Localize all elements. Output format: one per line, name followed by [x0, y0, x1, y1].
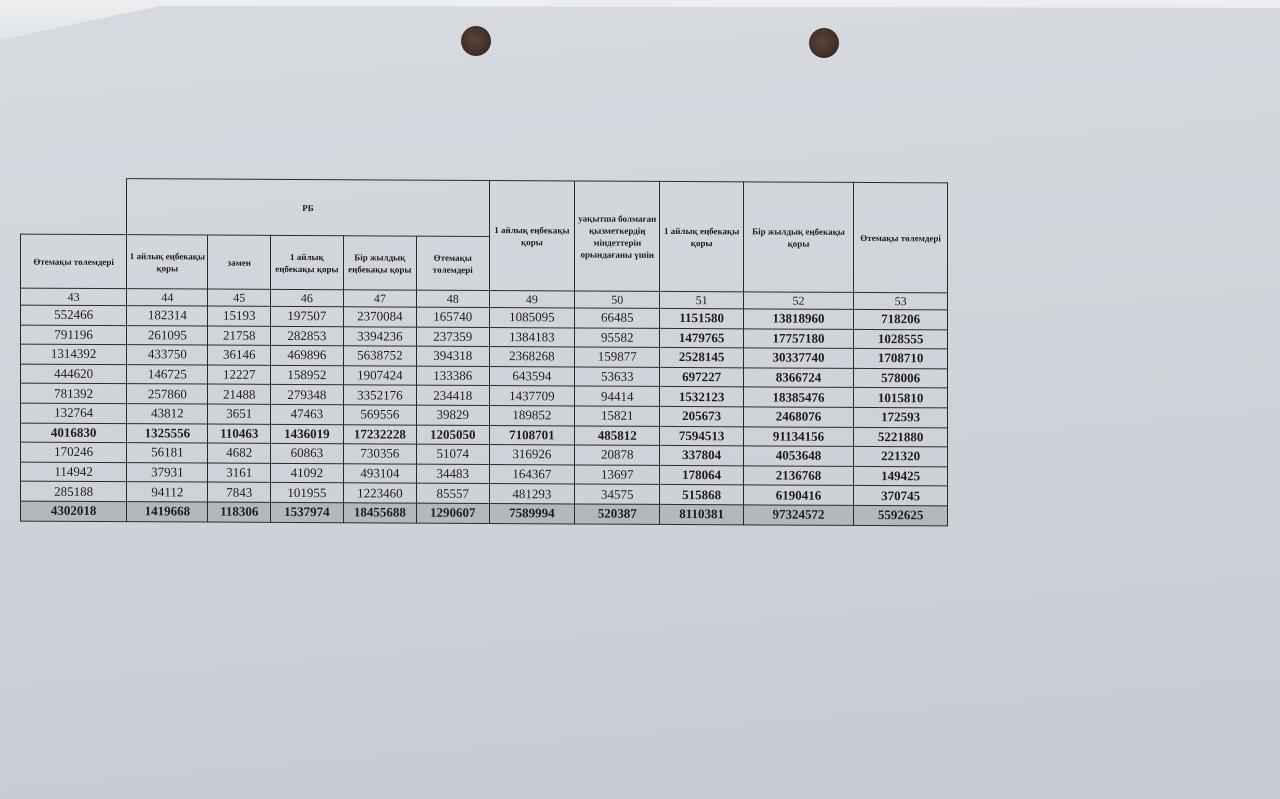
table-cell: 5221880	[854, 427, 948, 447]
header-col-45: замен	[208, 235, 270, 289]
table-cell: 170246	[21, 442, 127, 462]
header-col-49: 1 айлық еңбекақы қоры	[489, 181, 574, 291]
table-cell: 2370084	[343, 307, 416, 327]
header-col-44: 1 айлық еңбекақы қоры	[127, 235, 208, 289]
table-cell: 337804	[660, 446, 743, 466]
table-cell: 1384183	[489, 327, 574, 347]
table-cell: 182314	[127, 306, 208, 326]
table-cell: 164367	[489, 464, 574, 484]
table-cell: 1907424	[343, 366, 416, 386]
table-cell: 481293	[489, 484, 574, 504]
table-cell: 7843	[208, 482, 270, 502]
table-cell: 165740	[416, 307, 489, 327]
table-cell: 101955	[270, 483, 343, 503]
table-cell: 1151580	[660, 308, 743, 328]
header-col-47: Бір жылдық еңбекақы қоры	[343, 236, 416, 290]
total-cell: 118306	[208, 502, 270, 522]
table-cell: 1015810	[854, 388, 948, 408]
table-cell: 578006	[854, 368, 948, 388]
table-cell: 159877	[575, 347, 660, 367]
column-number: 50	[575, 291, 660, 308]
table-cell: 1532123	[660, 387, 743, 407]
table-cell: 1479765	[660, 328, 743, 348]
table-cell: 36146	[208, 345, 270, 365]
table-cell: 4053648	[743, 446, 853, 466]
table-cell: 21488	[208, 384, 270, 404]
table-cell: 1028555	[854, 329, 948, 349]
table-cell: 1223460	[343, 483, 416, 503]
table-cell: 444620	[21, 364, 127, 384]
table-cell: 2368268	[489, 347, 574, 367]
table-cell: 20878	[575, 445, 660, 465]
table-cell: 47463	[270, 404, 343, 424]
table-cell: 95582	[575, 328, 660, 348]
table-cell: 15821	[575, 406, 660, 426]
header-col-52: Бір жылдық еңбекақы қоры	[743, 182, 853, 293]
table-cell: 485812	[575, 426, 660, 446]
table-cell: 133386	[416, 366, 489, 386]
column-number: 46	[270, 289, 343, 306]
table-cell: 569556	[343, 405, 416, 425]
header-col-51: 1 айлық еңбекақы қоры	[660, 181, 743, 291]
table-cell: 6190416	[743, 485, 853, 505]
table-cell: 261095	[127, 325, 208, 345]
punch-hole	[461, 26, 491, 56]
total-row	[21, 501, 948, 525]
table-cell: 91134156	[743, 426, 853, 446]
table-cell: 12227	[208, 365, 270, 385]
table-cell: 17232228	[343, 424, 416, 444]
table-cell: 469896	[270, 346, 343, 366]
table-cell: 730356	[343, 444, 416, 464]
group-header-rb: РБ	[127, 179, 489, 237]
table-cell: 17757180	[743, 328, 853, 348]
table-cell: 205673	[660, 406, 743, 426]
column-number: 49	[489, 291, 574, 308]
header-col-46: 1 айлық еңбекақы қоры	[270, 235, 343, 289]
table-cell: 282853	[270, 326, 343, 346]
column-number: 53	[854, 292, 948, 309]
table-cell: 56181	[127, 443, 208, 463]
table-cell: 552466	[21, 305, 127, 325]
table-cell: 2468076	[743, 407, 853, 427]
total-cell: 4302018	[21, 501, 127, 521]
table-cell: 234418	[416, 386, 489, 406]
total-cell: 1537974	[270, 502, 343, 522]
table-cell: 66485	[575, 308, 660, 328]
table-cell: 53633	[575, 367, 660, 387]
table-cell: 370745	[854, 486, 948, 506]
table-cell: 279348	[270, 385, 343, 405]
table-cell: 37931	[127, 462, 208, 482]
table-cell: 15193	[208, 306, 270, 326]
table-cell: 94112	[127, 482, 208, 502]
total-cell: 520387	[575, 504, 660, 524]
table-cell: 110463	[208, 424, 270, 444]
table-cell: 3161	[208, 463, 270, 483]
table-cell: 2136768	[743, 466, 853, 486]
total-cell: 8110381	[660, 504, 743, 524]
table-cell: 515868	[660, 485, 743, 505]
table-cell: 13818960	[743, 309, 853, 329]
column-number: 43	[21, 288, 127, 306]
table-cell: 149425	[854, 466, 948, 486]
table-cell: 791196	[21, 325, 127, 345]
table-cell: 5638752	[343, 346, 416, 366]
table-cell: 158952	[270, 365, 343, 385]
punch-hole	[809, 28, 839, 58]
table-cell: 1314392	[21, 344, 127, 364]
table-cell: 4016830	[21, 423, 127, 443]
table-cell: 697227	[660, 367, 743, 387]
table-cell: 189852	[489, 405, 574, 425]
table-body	[21, 305, 948, 525]
table-cell: 178064	[660, 465, 743, 485]
table-cell: 7108701	[489, 425, 574, 445]
table-cell: 1708710	[854, 349, 948, 369]
payroll-table	[20, 178, 948, 526]
table-cell: 433750	[127, 345, 208, 365]
header-col-43: Өтемақы төлемдері	[21, 234, 127, 289]
table-cell: 4682	[208, 443, 270, 463]
table-cell: 94414	[575, 386, 660, 406]
column-number: 44	[127, 289, 208, 306]
table-cell: 3394236	[343, 326, 416, 346]
table-cell: 60863	[270, 444, 343, 464]
table-cell: 146725	[127, 364, 208, 384]
table-cell: 39829	[416, 405, 489, 425]
column-number: 47	[343, 290, 416, 307]
column-number: 48	[416, 290, 489, 307]
table-cell: 237359	[416, 327, 489, 347]
table-cell: 43812	[127, 404, 208, 424]
total-cell: 7589994	[489, 503, 574, 523]
table-cell: 781392	[21, 383, 127, 403]
table-cell: 41092	[270, 463, 343, 483]
table-cell: 197507	[270, 306, 343, 326]
table-cell: 8366724	[743, 368, 853, 388]
blank-corner	[21, 178, 127, 235]
total-cell: 1290607	[416, 503, 489, 523]
table-cell: 643594	[489, 366, 574, 386]
table-cell: 285188	[21, 481, 127, 501]
table-cell: 34483	[416, 464, 489, 484]
table-cell: 493104	[343, 464, 416, 484]
header-col-53: Өтемақы төлемдері	[854, 182, 948, 292]
table-cell: 30337740	[743, 348, 853, 368]
table-cell: 3352176	[343, 385, 416, 405]
table-cell: 172593	[854, 407, 948, 427]
table-cell: 18385476	[743, 387, 853, 407]
column-number: 52	[743, 292, 853, 310]
table-cell: 718206	[854, 309, 948, 329]
table-cell: 13697	[575, 465, 660, 485]
table-cell: 1205050	[416, 425, 489, 445]
table-cell: 3651	[208, 404, 270, 424]
table-cell: 7594513	[660, 426, 743, 446]
column-number: 51	[660, 291, 743, 308]
table-cell: 132764	[21, 403, 127, 423]
table-cell: 114942	[21, 462, 127, 482]
table-cell: 1436019	[270, 424, 343, 444]
table-cell: 21758	[208, 326, 270, 346]
total-cell: 5592625	[854, 505, 948, 525]
header-col-50: уақытша болмаған қызметкердің міндеттерін орындағаны үшін	[575, 181, 660, 291]
table-cell: 1325556	[127, 423, 208, 443]
table-cell: 1437709	[489, 386, 574, 406]
table-cell: 1085095	[489, 308, 574, 328]
table-cell: 34575	[575, 484, 660, 504]
total-cell: 1419668	[127, 502, 208, 522]
table-cell: 394318	[416, 346, 489, 366]
table-cell: 85557	[416, 483, 489, 503]
total-cell: 18455688	[343, 503, 416, 523]
header-col-48: Өтемақы төлемдері	[416, 236, 489, 290]
document-table-wrapper	[20, 178, 948, 526]
table-cell: 316926	[489, 445, 574, 465]
table-cell: 221320	[854, 447, 948, 467]
table-cell: 257860	[127, 384, 208, 404]
total-cell: 97324572	[743, 505, 853, 525]
column-number: 45	[208, 289, 270, 306]
table-cell: 2528145	[660, 348, 743, 368]
table-cell: 51074	[416, 444, 489, 464]
